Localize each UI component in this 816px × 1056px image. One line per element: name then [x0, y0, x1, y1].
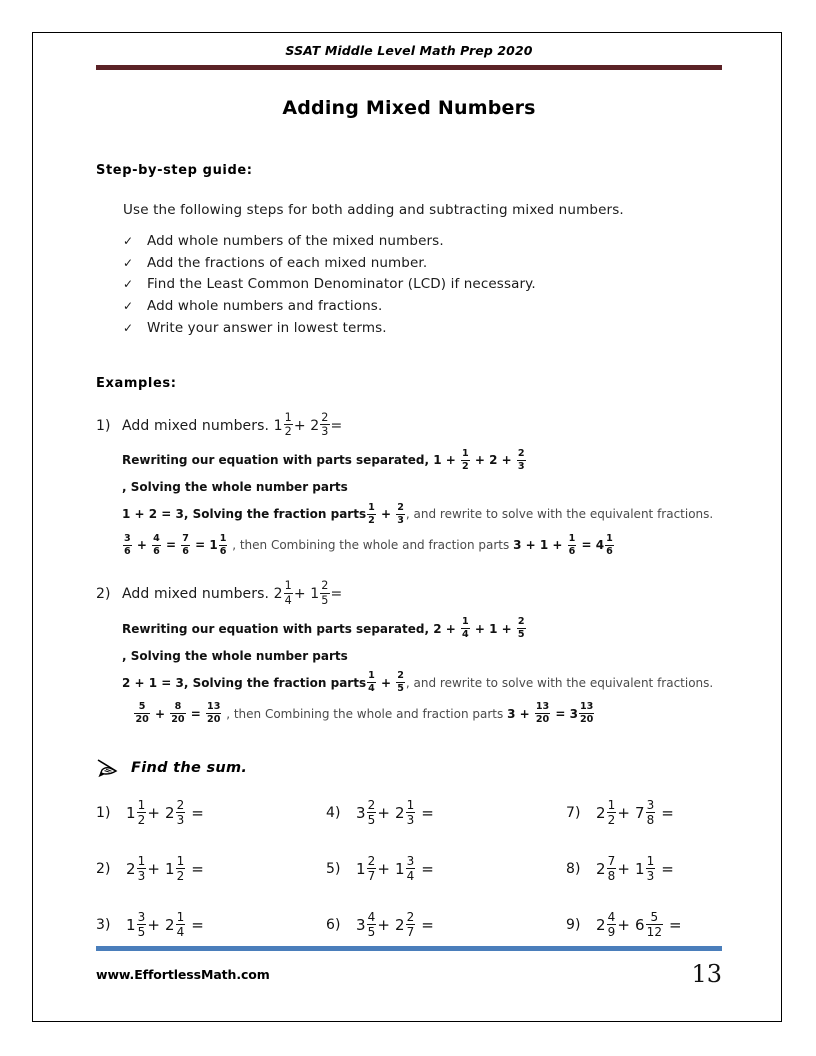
- guide-steps-list: [96, 231, 722, 340]
- equals-sign: =: [421, 804, 434, 823]
- exercise-item[interactable]: 4) 3 $\frac{2}{5}$ + 2 $\frac{1}{3}$ =: [326, 797, 434, 827]
- equals-sign: =: [421, 860, 434, 879]
- guide-heading: Step-by-step guide:: [96, 162, 253, 178]
- step-label: Find the Least Common Denominator (LCD) if necessary.: [147, 276, 536, 293]
- plus-sign: +: [293, 586, 306, 603]
- header-rule: [96, 65, 722, 70]
- fraction: $\frac{1}{2}$: [284, 410, 292, 439]
- example-solution: [122, 616, 722, 728]
- exercise-grid: [96, 797, 722, 939]
- equals-sign: =: [421, 916, 434, 935]
- exercise-item[interactable]: 6) 3 $\frac{4}{5}$ + 2 $\frac{2}{7}$ =: [326, 909, 434, 939]
- fraction: $\frac{2}{3}$: [517, 447, 525, 472]
- example-instruction: Add mixed numbers.: [122, 417, 270, 434]
- step-label: Write your answer in lowest terms.: [147, 320, 387, 337]
- example-solution: [122, 447, 722, 559]
- plus-sign: +: [147, 916, 161, 935]
- equals-sign: =: [191, 804, 204, 823]
- check-icon: ✓: [123, 277, 134, 292]
- plus-sign: +: [147, 804, 161, 823]
- exercise-item[interactable]: 7) 2 $\frac{1}{2}$ + 7 $\frac{3}{8}$ =: [566, 797, 674, 827]
- example-prompt: [96, 410, 722, 439]
- exercise-label: 4): [326, 805, 341, 822]
- exercise-label: 7): [566, 805, 581, 822]
- fraction: $\frac{1}{2}$: [462, 447, 469, 472]
- exercise-item[interactable]: 8) 2 $\frac{7}{8}$ + 1 $\frac{1}{3}$ =: [566, 853, 674, 883]
- fraction: $\frac{2}{5}$: [321, 579, 329, 607]
- fraction: $\frac{8}{20}$: [171, 701, 185, 725]
- check-icon: ✓: [123, 321, 134, 336]
- guide-intro: Use the following steps for both adding and subtracting mixed numbers.: [123, 201, 624, 218]
- plus-sign: +: [293, 417, 306, 434]
- running-head: SSAT Middle Level Math Prep 2020: [285, 43, 533, 58]
- equals-sign: =: [330, 417, 343, 434]
- fraction: $\frac{4}{9}$: [607, 909, 616, 939]
- page-footer: [96, 946, 722, 988]
- fraction: $\frac{1}{6}$: [568, 532, 576, 557]
- exercise-item[interactable]: 9) 2 $\frac{4}{9}$ + 6 $\frac{5}{12}$ =: [566, 909, 682, 939]
- plus-sign: +: [377, 860, 391, 879]
- example-prompt: [96, 581, 722, 606]
- fraction: $\frac{2}{7}$: [406, 909, 415, 939]
- practice-heading-row: [96, 758, 722, 778]
- fraction: $\frac{3}{5}$: [137, 909, 146, 939]
- list-item: [123, 231, 722, 253]
- examples-heading: Examples:: [96, 376, 177, 392]
- fraction: $\frac{2}{3}$: [397, 501, 404, 526]
- step-label: Add whole numbers of the mixed numbers.: [147, 232, 444, 249]
- fraction: $\frac{5}{20}$: [135, 701, 149, 725]
- equals-sign: =: [661, 804, 674, 823]
- exercise-label: 3): [96, 917, 111, 934]
- equals-sign: =: [191, 860, 204, 879]
- exercise-label: 5): [326, 861, 341, 878]
- fraction: $\frac{3}{8}$: [646, 797, 655, 827]
- example-instruction: Add mixed numbers.: [122, 586, 270, 603]
- example-number: 1): [96, 417, 111, 434]
- practice-heading: Find the sum.: [131, 759, 248, 776]
- plus-sign: +: [377, 916, 391, 935]
- plus-sign: +: [617, 860, 631, 879]
- exercise-label: 6): [326, 917, 341, 934]
- exercise-item[interactable]: 2) 2 $\frac{1}{3}$ + 1 $\frac{1}{2}$ =: [96, 853, 204, 883]
- example-number: 2): [96, 586, 111, 603]
- fraction: $\frac{2}{5}$: [397, 670, 404, 694]
- exercise-label: 9): [566, 917, 581, 934]
- step-label: Add the fractions of each mixed number.: [147, 254, 428, 271]
- fraction: $\frac{1}{4}$: [176, 909, 185, 939]
- example-expression: 2 $\frac{1}{4}$ + 1 $\frac{2}{5}$ =: [273, 579, 343, 607]
- exercise-item[interactable]: 5) 1 $\frac{2}{7}$ + 1 $\frac{3}{4}$ =: [326, 853, 434, 883]
- equals-sign: =: [668, 916, 682, 935]
- fraction: $\frac{2}{3}$: [176, 797, 185, 827]
- fraction: $\frac{1}{3}$: [406, 797, 415, 827]
- solution-line-2: 2 + 1 = 3, Solving the fraction parts $\frac{1}{4}$ + $\frac{2}{5}$ , and rewrite to solve with the equivalent fractions.: [122, 670, 714, 694]
- check-icon: ✓: [123, 233, 134, 248]
- page-title: Adding Mixed Numbers: [282, 96, 536, 119]
- list-item: [123, 253, 722, 275]
- footer-rule: [96, 946, 722, 951]
- page-content: [96, 43, 722, 988]
- worked-example-1: [96, 410, 722, 559]
- fraction: $\frac{1}{2}$: [176, 853, 185, 883]
- fraction: $\frac{4}{5}$: [367, 909, 376, 939]
- example-expression: 1 $\frac{1}{2}$ + 2 $\frac{2}{3}$ =: [273, 410, 343, 439]
- solution-line-3: $\frac{3}{6}$ + $\frac{4}{6}$ = $\frac{7}{6}$ = 1 $\frac{1}{6}$ , then Combining the whole and fraction parts 3 + 1 + $\frac{1}{6}$ = 4 $\frac{1}{6}$: [124, 532, 613, 557]
- fraction: $\frac{1}{2}$: [137, 797, 146, 827]
- page-number: 13: [691, 960, 722, 988]
- fraction: $\frac{2}{5}$: [367, 797, 376, 827]
- equals-sign: =: [661, 860, 674, 879]
- fraction: $\frac{7}{6}$: [182, 532, 189, 557]
- solution-line-1: Rewriting our equation with parts separated, 2 + $\frac{1}{4}$ + 1 + $\frac{2}{5}$ , Solving the whole number parts: [122, 616, 525, 663]
- solution-line-1: Rewriting our equation with parts separated, 1 + $\frac{1}{2}$ + 2 + $\frac{2}{3}$ , Solving the whole number parts: [122, 447, 525, 495]
- fraction: $\frac{3}{4}$: [406, 853, 415, 883]
- fraction: $\frac{4}{6}$: [153, 532, 160, 557]
- fraction: $\frac{1}{3}$: [646, 853, 655, 883]
- exercise-item[interactable]: 3) 1 $\frac{3}{5}$ + 2 $\frac{1}{4}$ =: [96, 909, 204, 939]
- solution-line-3: $\frac{5}{20}$ + $\frac{8}{20}$ = $\frac{13}{20}$ , then Combining the whole and fraction parts 3 + $\frac{13}{20}$ = 3 $\frac{13}{20}$: [135, 701, 594, 725]
- fraction: $\frac{1}{4}$: [462, 616, 469, 640]
- check-icon: ✓: [123, 299, 134, 314]
- exercise-item[interactable]: 1) 1 $\frac{1}{2}$ + 2 $\frac{2}{3}$ =: [96, 797, 204, 827]
- list-item: [123, 274, 722, 296]
- plus-sign: +: [377, 804, 391, 823]
- fraction: $\frac{13}{20}$: [207, 701, 221, 725]
- fraction: $\frac{7}{8}$: [607, 853, 616, 883]
- footer-row: [96, 958, 722, 988]
- fraction: $\frac{1}{3}$: [137, 853, 146, 883]
- exercise-label: 8): [566, 861, 581, 878]
- fraction: $\frac{13}{20}$: [535, 701, 550, 725]
- fraction: $\frac{1}{4}$: [368, 670, 375, 694]
- fraction: $\frac{5}{12}$: [646, 909, 663, 939]
- fraction: $\frac{1}{6}$: [219, 532, 227, 557]
- fraction: $\frac{3}{6}$: [124, 532, 131, 557]
- fraction: $\frac{1}{2}$: [607, 797, 616, 827]
- check-icon: ✓: [123, 255, 134, 270]
- fraction: $\frac{2}{5}$: [517, 616, 525, 640]
- exercise-label: 1): [96, 805, 111, 822]
- site-url[interactable]: www.EffortlessMath.com: [96, 967, 270, 982]
- equals-sign: =: [330, 586, 343, 603]
- list-item: [123, 296, 722, 318]
- step-label: Add whole numbers and fractions.: [147, 298, 383, 315]
- exercise-label: 2): [96, 861, 111, 878]
- plus-sign: +: [147, 860, 161, 879]
- plus-sign: +: [617, 804, 631, 823]
- fraction: $\frac{1}{6}$: [606, 532, 613, 557]
- plus-sign: +: [617, 916, 631, 935]
- solution-line-2: 1 + 2 = 3, Solving the fraction parts $\frac{1}{2}$ + $\frac{2}{3}$ , and rewrite to solve with the equivalent fractions.: [122, 501, 714, 526]
- fraction: $\frac{1}{2}$: [368, 501, 375, 526]
- fraction: $\frac{1}{4}$: [284, 579, 292, 607]
- equals-sign: =: [191, 916, 204, 935]
- fraction: $\frac{2}{7}$: [367, 853, 376, 883]
- fraction: $\frac{2}{3}$: [321, 410, 329, 439]
- pen-icon: [96, 758, 122, 778]
- list-item: [123, 318, 722, 340]
- worked-example-2: [96, 581, 722, 727]
- fraction: $\frac{13}{20}$: [580, 701, 594, 725]
